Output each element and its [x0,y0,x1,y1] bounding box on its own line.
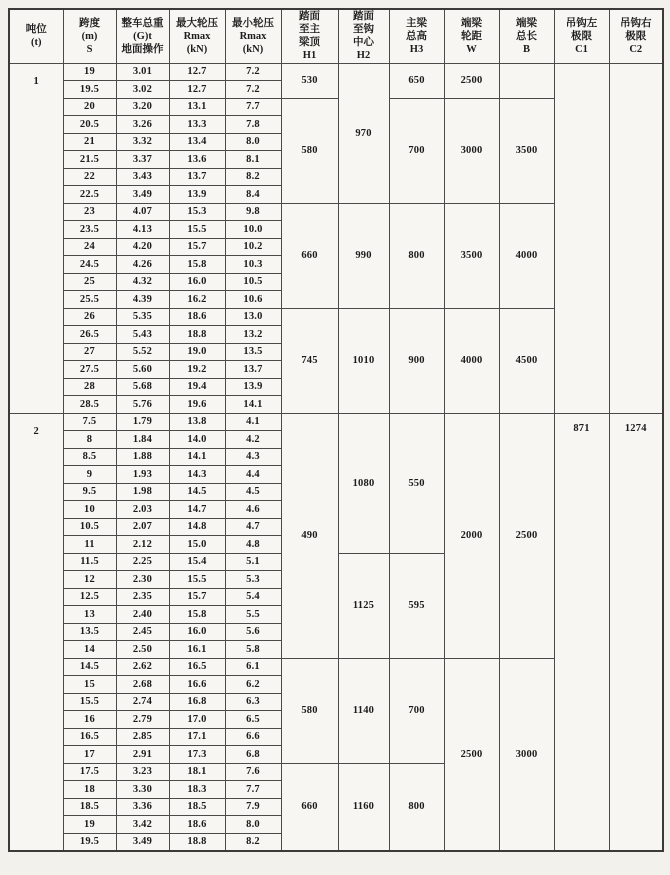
cell-span: 14.5 [63,658,116,676]
cell-span: 8.5 [63,448,116,466]
cell-rmin: 14.1 [225,396,281,414]
cell-h2: 970 [338,63,389,203]
cell-weight: 1.93 [116,466,169,484]
cell-rmax: 15.3 [169,203,225,221]
cell-rmin: 6.1 [225,658,281,676]
cell-h1: 660 [281,203,338,308]
cell-h3: 595 [389,553,444,658]
header-label-line: (t) [31,37,42,49]
cell-weight: 2.50 [116,641,169,659]
cell-span: 17.5 [63,763,116,781]
cell-rmax: 13.9 [169,186,225,204]
cell-rmax: 18.3 [169,781,225,799]
cell-rmin: 4.6 [225,501,281,519]
cell-h3: 550 [389,413,444,553]
cell-span: 17 [63,746,116,764]
cell-span: 9.5 [63,483,116,501]
cell-b: 3500 [499,98,554,203]
cell-weight: 4.20 [116,238,169,256]
header-label-line: C1 [575,43,588,55]
cell-span: 25 [63,273,116,291]
cell-weight: 4.39 [116,291,169,309]
header-cell-rmin [225,9,281,63]
cell-weight: 4.32 [116,273,169,291]
header-label-line: 踏面 [353,11,374,22]
cell-weight: 3.49 [116,833,169,851]
cell-span: 13.5 [63,623,116,641]
crane-spec-table [8,8,664,852]
header-label-line: B [522,43,530,55]
cell-rmax: 13.7 [169,168,225,186]
cell-rmin: 5.1 [225,553,281,571]
cell-rmin: 5.5 [225,606,281,624]
header-label-line: H2 [356,50,371,62]
cell-weight: 2.68 [116,676,169,694]
cell-span: 26 [63,308,116,326]
header-label-line: 吨位 [25,24,47,36]
cell-span: 16.5 [63,728,116,746]
header-label-line: (kN) [242,43,264,55]
cell-h3: 700 [389,658,444,763]
cell-weight: 5.43 [116,326,169,344]
cell-rmax: 15.7 [169,588,225,606]
header-label-line: H1 [302,50,317,62]
cell-rmin: 5.8 [225,641,281,659]
cell-h2: 1080 [338,413,389,553]
cell-span: 28 [63,378,116,396]
cell-weight: 2.85 [116,728,169,746]
cell-rmin: 13.5 [225,343,281,361]
cell-weight: 2.07 [116,518,169,536]
cell-weight: 3.20 [116,98,169,116]
cell-weight: 2.35 [116,588,169,606]
cell-span: 9 [63,466,116,484]
cell-weight: 1.84 [116,431,169,449]
cell-c2: 1274 [609,413,663,851]
header-cell-tonnage [9,9,63,63]
cell-weight: 3.23 [116,763,169,781]
cell-weight: 3.26 [116,116,169,134]
cell-b: 3000 [499,658,554,851]
header-label-line: 吊钩右 [620,17,652,29]
cell-rmin: 4.4 [225,466,281,484]
cell-rmin: 8.1 [225,151,281,169]
cell-rmin: 8.4 [225,186,281,204]
cell-rmax: 15.4 [169,553,225,571]
cell-span: 21 [63,133,116,151]
cell-span: 19 [63,816,116,834]
table-row [9,63,663,81]
cell-span: 28.5 [63,396,116,414]
cell-span: 8 [63,431,116,449]
cell-c1 [554,63,609,413]
cell-weight: 3.42 [116,816,169,834]
cell-span: 26.5 [63,326,116,344]
cell-weight: 5.52 [116,343,169,361]
cell-weight: 1.98 [116,483,169,501]
cell-c1: 871 [554,413,609,851]
cell-span: 13 [63,606,116,624]
cell-rmin: 6.3 [225,693,281,711]
cell-span: 20 [63,98,116,116]
cell-weight: 2.62 [116,658,169,676]
cell-span: 11 [63,536,116,554]
cell-tonnage: 2 [9,413,63,851]
header-cell-h2 [338,9,389,63]
cell-w: 4000 [444,308,499,413]
cell-weight: 2.91 [116,746,169,764]
cell-rmax: 16.6 [169,676,225,694]
cell-span: 19.5 [63,81,116,99]
cell-rmax: 19.6 [169,396,225,414]
cell-rmin: 4.5 [225,483,281,501]
cell-rmax: 13.6 [169,151,225,169]
cell-weight: 3.01 [116,63,169,81]
header-label-line: 端梁 [461,17,482,29]
cell-rmax: 17.3 [169,746,225,764]
header-cell-h3 [389,9,444,63]
cell-weight: 3.02 [116,81,169,99]
cell-rmin: 10.5 [225,273,281,291]
cell-weight: 3.43 [116,168,169,186]
cell-c2 [609,63,663,413]
cell-rmax: 14.1 [169,448,225,466]
cell-rmin: 7.6 [225,763,281,781]
cell-span: 18.5 [63,798,116,816]
cell-span: 12.5 [63,588,116,606]
cell-rmin: 7.2 [225,81,281,99]
cell-weight: 5.68 [116,378,169,396]
cell-h2: 1160 [338,763,389,851]
cell-rmax: 15.7 [169,238,225,256]
cell-weight: 5.35 [116,308,169,326]
cell-rmax: 16.0 [169,273,225,291]
header-label-line: (m) [81,30,98,42]
cell-rmax: 14.8 [169,518,225,536]
cell-rmin: 7.8 [225,116,281,134]
cell-b: 4500 [499,308,554,413]
cell-rmax: 16.1 [169,641,225,659]
cell-h2: 1140 [338,658,389,763]
cell-rmin: 4.3 [225,448,281,466]
cell-weight: 3.36 [116,798,169,816]
cell-weight: 1.79 [116,413,169,431]
cell-span: 10 [63,501,116,519]
cell-rmin: 5.4 [225,588,281,606]
cell-rmax: 19.4 [169,378,225,396]
cell-span: 10.5 [63,518,116,536]
cell-weight: 2.40 [116,606,169,624]
cell-rmax: 14.5 [169,483,225,501]
header-cell-weight [116,9,169,63]
cell-rmax: 14.0 [169,431,225,449]
cell-rmin: 9.8 [225,203,281,221]
cell-rmax: 13.1 [169,98,225,116]
cell-rmax: 17.0 [169,711,225,729]
cell-tonnage: 1 [9,63,63,413]
cell-w: 2000 [444,413,499,658]
cell-rmax: 13.8 [169,413,225,431]
cell-span: 15 [63,676,116,694]
cell-weight: 4.26 [116,256,169,274]
cell-weight: 2.12 [116,536,169,554]
header-label-line: W [466,43,477,55]
cell-rmax: 15.5 [169,221,225,239]
cell-h1: 660 [281,763,338,851]
cell-rmax: 19.2 [169,361,225,379]
cell-rmin: 8.0 [225,816,281,834]
cell-rmin: 4.7 [225,518,281,536]
cell-h3: 800 [389,763,444,851]
header-label-line: 整车总重 [121,17,164,29]
cell-rmin: 5.6 [225,623,281,641]
cell-rmin: 4.2 [225,431,281,449]
cell-rmax: 14.3 [169,466,225,484]
cell-weight: 4.07 [116,203,169,221]
cell-rmax: 13.4 [169,133,225,151]
cell-rmin: 8.2 [225,168,281,186]
header-cell-span [63,9,116,63]
table-row [9,413,663,431]
header-cell-w [444,9,499,63]
cell-rmax: 15.8 [169,606,225,624]
cell-rmin: 10.0 [225,221,281,239]
cell-rmax: 18.6 [169,816,225,834]
cell-b: 4000 [499,203,554,308]
cell-rmax: 12.7 [169,81,225,99]
header-label-line: 轮距 [461,30,482,42]
cell-h3: 700 [389,98,444,203]
cell-h3: 900 [389,308,444,413]
table-header [9,9,663,63]
cell-h2: 1010 [338,308,389,413]
header-label-line: 极限 [625,30,647,42]
cell-rmax: 18.6 [169,308,225,326]
cell-h1: 580 [281,658,338,763]
header-label-line: 至钩 [353,24,374,36]
header-label-line: 最小轮压 [232,17,274,29]
cell-rmin: 8.2 [225,833,281,851]
cell-rmin: 4.8 [225,536,281,554]
cell-w: 3000 [444,98,499,203]
cell-span: 21.5 [63,151,116,169]
header-cell-b [499,9,554,63]
cell-rmin: 6.2 [225,676,281,694]
cell-rmax: 18.1 [169,763,225,781]
cell-span: 19.5 [63,833,116,851]
cell-weight: 5.60 [116,361,169,379]
cell-rmax: 16.8 [169,693,225,711]
cell-weight: 3.49 [116,186,169,204]
cell-rmin: 7.9 [225,798,281,816]
cell-span: 24 [63,238,116,256]
cell-span: 15.5 [63,693,116,711]
header-label-line: (kN) [186,43,208,55]
header-label-line: 极限 [571,30,592,42]
cell-h1: 530 [281,63,338,98]
cell-rmax: 15.8 [169,256,225,274]
cell-rmax: 12.7 [169,63,225,81]
header-label-line: S [86,43,93,55]
cell-h1: 745 [281,308,338,413]
cell-b [499,63,554,98]
cell-rmax: 13.3 [169,116,225,134]
cell-weight: 3.32 [116,133,169,151]
cell-span: 23.5 [63,221,116,239]
header-label-line: 跨度 [79,17,100,29]
cell-rmin: 7.2 [225,63,281,81]
cell-h3: 800 [389,203,444,308]
cell-span: 12 [63,571,116,589]
cell-weight: 4.13 [116,221,169,239]
cell-rmax: 17.1 [169,728,225,746]
cell-rmax: 16.5 [169,658,225,676]
cell-span: 16 [63,711,116,729]
cell-w: 2500 [444,63,499,98]
cell-weight: 2.30 [116,571,169,589]
header-label-line: C2 [629,43,643,55]
cell-span: 22 [63,168,116,186]
cell-w: 2500 [444,658,499,851]
cell-rmin: 13.9 [225,378,281,396]
cell-span: 25.5 [63,291,116,309]
header-cell-c1 [554,9,609,63]
cell-rmin: 5.3 [225,571,281,589]
cell-weight: 1.88 [116,448,169,466]
cell-rmin: 13.2 [225,326,281,344]
cell-span: 27.5 [63,361,116,379]
cell-rmin: 10.2 [225,238,281,256]
cell-span: 18 [63,781,116,799]
cell-span: 11.5 [63,553,116,571]
cell-rmin: 6.8 [225,746,281,764]
header-label-line: 地面操作 [121,43,164,55]
cell-rmin: 8.0 [225,133,281,151]
cell-span: 23 [63,203,116,221]
cell-rmax: 15.0 [169,536,225,554]
cell-w: 3500 [444,203,499,308]
cell-rmax: 18.8 [169,326,225,344]
cell-rmax: 19.0 [169,343,225,361]
cell-h1: 490 [281,413,338,658]
cell-rmin: 6.6 [225,728,281,746]
header-label-line: 踏面 [299,11,320,22]
cell-span: 19 [63,63,116,81]
cell-span: 24.5 [63,256,116,274]
cell-rmin: 6.5 [225,711,281,729]
cell-h2: 1125 [338,553,389,658]
cell-weight: 5.76 [116,396,169,414]
header-label-line: 吊钩左 [565,17,598,29]
cell-rmax: 15.5 [169,571,225,589]
cell-weight: 3.37 [116,151,169,169]
cell-weight: 2.25 [116,553,169,571]
header-label-line: H3 [409,43,424,55]
cell-rmin: 7.7 [225,98,281,116]
header-label-line: 中心 [353,37,374,49]
header-label-line: 端梁 [516,17,537,29]
cell-rmin: 4.1 [225,413,281,431]
cell-rmax: 16.2 [169,291,225,309]
cell-span: 20.5 [63,116,116,134]
table-body [9,63,663,851]
cell-h3: 650 [389,63,444,98]
cell-span: 7.5 [63,413,116,431]
cell-span: 14 [63,641,116,659]
cell-weight: 3.30 [116,781,169,799]
header-label-line: Rmax [239,30,267,42]
cell-rmax: 14.7 [169,501,225,519]
cell-rmax: 18.5 [169,798,225,816]
header-label-line: 至主 [299,24,320,36]
cell-rmin: 10.3 [225,256,281,274]
header-label-line: 总高 [406,30,427,42]
cell-span: 27 [63,343,116,361]
header-cell-c2 [609,9,663,63]
cell-b: 2500 [499,413,554,658]
cell-span: 22.5 [63,186,116,204]
header-label-line: 梁顶 [299,37,320,49]
cell-h2: 990 [338,203,389,308]
header-label-line: 主梁 [406,17,427,29]
cell-weight: 2.03 [116,501,169,519]
cell-weight: 2.45 [116,623,169,641]
cell-rmin: 13.0 [225,308,281,326]
cell-rmax: 16.0 [169,623,225,641]
cell-h1: 580 [281,98,338,203]
cell-rmin: 13.7 [225,361,281,379]
header-cell-rmax [169,9,225,63]
header-label-line: (G)t [133,30,152,42]
header-label-line: Rmax [183,30,211,42]
header-row [9,9,663,63]
cell-weight: 2.74 [116,693,169,711]
cell-rmin: 10.6 [225,291,281,309]
cell-rmax: 18.8 [169,833,225,851]
header-cell-h1 [281,9,338,63]
cell-weight: 2.79 [116,711,169,729]
header-label-line: 最大轮压 [176,17,218,29]
header-label-line: 总长 [516,30,537,42]
cell-rmin: 7.7 [225,781,281,799]
